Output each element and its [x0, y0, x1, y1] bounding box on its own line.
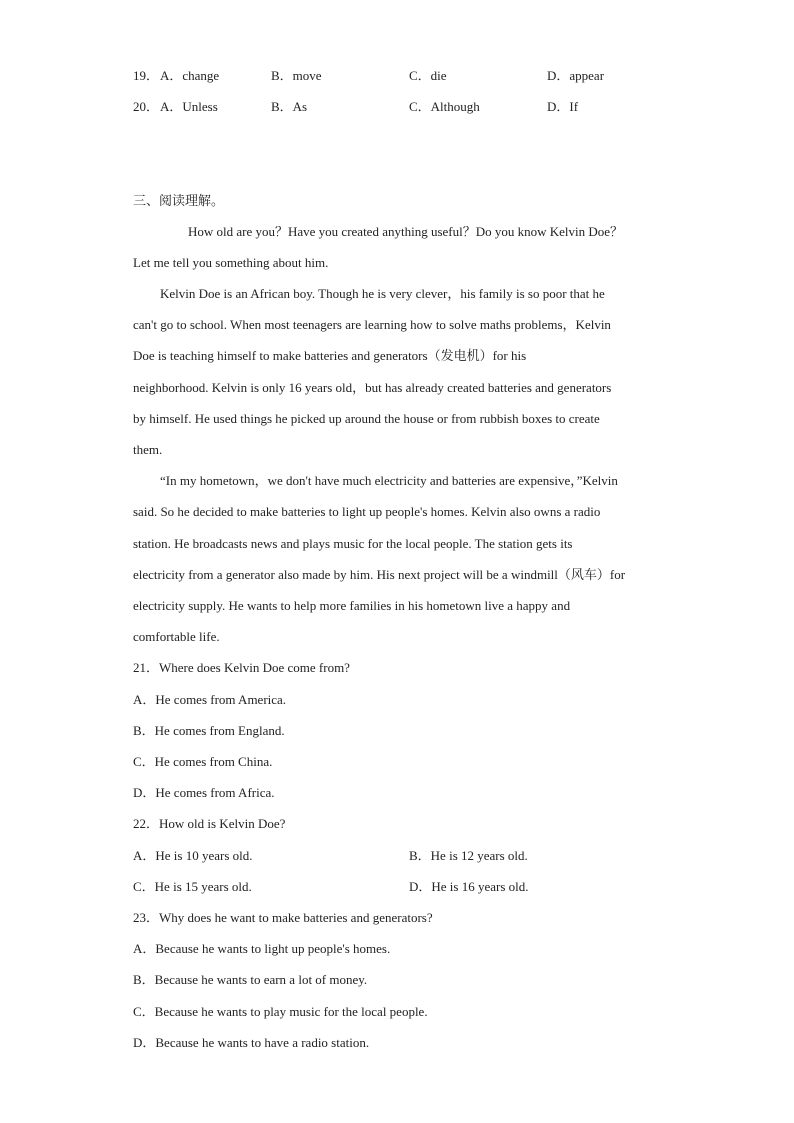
option-c: C．He is 15 years old.	[133, 879, 252, 894]
passage-line: How old are you？Have you created anything useful？Do you know Kelvin Doe？	[188, 224, 624, 239]
option-a: A．Unless	[160, 99, 218, 114]
option-b: B．He is 12 years old.	[409, 848, 528, 863]
question-number: 20．	[133, 99, 160, 114]
option-a: A．Because he wants to light up people's homes.	[133, 941, 391, 956]
passage-line: “In my hometown，we don't have much electricity and batteries are expensive，”Kelvin	[160, 473, 618, 488]
passage-line: Let me tell you something about him.	[133, 255, 329, 270]
section-title: 三、阅读理解。	[133, 193, 225, 208]
option-b: B．He comes from England.	[133, 723, 285, 738]
option-c: C．He comes from China.	[133, 754, 273, 769]
option-b: B．As	[271, 99, 308, 114]
passage-line: electricity from a generator also made by him. His next project will be a windmill（风车）for	[133, 567, 626, 582]
option-a: A．He is 10 years old.	[133, 848, 253, 863]
option-c: C．Because he wants to play music for the local people.	[133, 1004, 428, 1019]
question-stem: 22．How old is Kelvin Doe?	[133, 816, 286, 831]
question-stem: 23．Why does he want to make batteries and generators?	[133, 910, 433, 925]
option-d: D．He comes from Africa.	[133, 785, 275, 800]
passage-line: neighborhood. Kelvin is only 16 years old，but has already created batteries and generators	[133, 380, 612, 395]
passage-line: station. He broadcasts news and plays music for the local people. The station gets its	[133, 536, 573, 551]
passage-line: them.	[133, 442, 163, 457]
passage-line: comfortable life.	[133, 629, 220, 644]
option-a: A．change	[160, 68, 220, 83]
option-c: C．Although	[409, 99, 480, 114]
question-number: 19．	[133, 68, 160, 83]
passage-line: by himself. He used things he picked up around the house or from rubbish boxes to create	[133, 411, 600, 426]
option-b: B．Because he wants to earn a lot of money.	[133, 972, 368, 987]
passage-line: said. So he decided to make batteries to light up people's homes. Kelvin also owns a radio	[133, 504, 601, 519]
option-d: D．appear	[547, 68, 605, 83]
option-d: D．He is 16 years old.	[409, 879, 529, 894]
option-b: B．move	[271, 68, 322, 83]
option-d: D．If	[547, 99, 579, 114]
option-a: A．He comes from America.	[133, 692, 287, 707]
passage-line: Kelvin Doe is an African boy. Though he is very clever，his family is so poor that he	[160, 286, 605, 301]
option-d: D．Because he wants to have a radio station.	[133, 1035, 370, 1050]
passage-line: electricity supply. He wants to help more families in his hometown live a happy and	[133, 598, 571, 613]
passage-line: Doe is teaching himself to make batteries and generators（发电机）for his	[133, 348, 527, 363]
question-stem: 21．Where does Kelvin Doe come from?	[133, 660, 350, 675]
option-c: C．die	[409, 68, 447, 83]
passage-line: can't go to school. When most teenagers are learning how to solve maths problems，Kelvin	[133, 317, 611, 332]
